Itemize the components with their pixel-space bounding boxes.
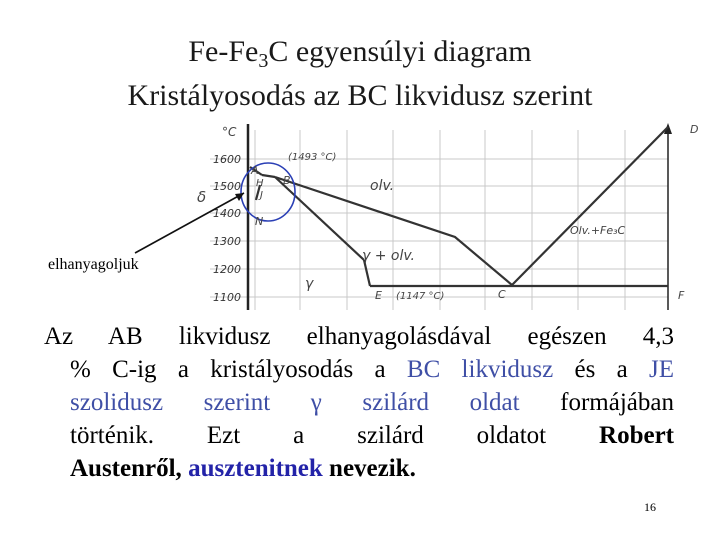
tick-label: 1400 — [213, 207, 241, 220]
body-text-span: Az AB likvidusz elhanyagolásdával egészen 4,3 — [44, 323, 674, 350]
slide-title-line2: Kristályosodás az BC likvidusz szerint — [127, 79, 593, 112]
body-text-span: és a — [553, 356, 649, 383]
body-line — [44, 320, 674, 353]
slide-title-line1 — [0, 32, 720, 72]
point-e-label: E — [375, 289, 382, 302]
title-prefix: Fe-Fe — [188, 35, 259, 68]
phase-lines — [250, 127, 668, 286]
bc-liquidus-term: BC likvidusz — [406, 356, 554, 383]
point-j-label: J — [260, 190, 263, 201]
temp-1493-label: (1493 °C) — [288, 152, 337, 163]
solidus-je — [275, 177, 364, 260]
title-subscript: 3 — [258, 50, 269, 72]
body-text — [44, 320, 674, 485]
point-f-label: F — [678, 289, 685, 302]
delta-region-label: δ — [197, 188, 207, 206]
body-line — [44, 386, 674, 419]
tick-label: 1100 — [213, 291, 241, 304]
point-b-label: B — [283, 174, 291, 187]
gamma-liquid-region-label: γ + olv. — [362, 248, 415, 264]
body-line — [44, 419, 674, 452]
tick-label: 1500 — [213, 180, 241, 193]
point-c-label: C — [498, 288, 506, 301]
point-h-label: H — [256, 178, 264, 189]
body-text-span: nevezik. — [322, 455, 416, 482]
solidus-term: szolidusz szerint — [70, 389, 311, 416]
tick-label: 1300 — [213, 235, 241, 248]
body-line — [44, 452, 674, 485]
point-d-label: D — [690, 123, 699, 136]
body-text-span: történik. Ezt a szilárd oldatot — [70, 422, 600, 449]
solid-solution-term: szilárd oldat — [321, 389, 520, 416]
liquidus-cd — [512, 127, 668, 285]
annotation-label: elhanyagoljuk — [48, 256, 139, 273]
line-hb — [262, 175, 275, 177]
title-suffix: C egyensúlyi diagram — [268, 35, 532, 68]
temperature-unit: °C — [222, 125, 237, 139]
liquid-fe3c-region-label: Olv.+Fe₃C — [570, 224, 626, 237]
name-austen: Austenről, — [70, 455, 189, 482]
tick-label: 1200 — [213, 263, 241, 276]
liquid-region-label: olv. — [370, 178, 395, 194]
temp-1147-label: (1147 °C) — [396, 291, 445, 302]
point-n-label: N — [255, 215, 264, 228]
gamma-region-label: γ — [305, 276, 314, 292]
body-line — [44, 353, 674, 386]
je-term: JE — [649, 356, 674, 383]
body-text-span: % C-ig a kristályosodás a — [70, 356, 407, 383]
austenite-term: ausztenitnek — [188, 455, 323, 482]
fe-fe3c-diagram — [0, 110, 720, 310]
gamma-symbol: γ — [310, 389, 322, 416]
name-robert: Robert — [599, 422, 674, 449]
point-a-label: A — [251, 164, 259, 177]
tick-label: 1600 — [213, 153, 241, 166]
slide-number: 16 — [644, 500, 656, 514]
body-text-span: formájában — [519, 389, 674, 416]
